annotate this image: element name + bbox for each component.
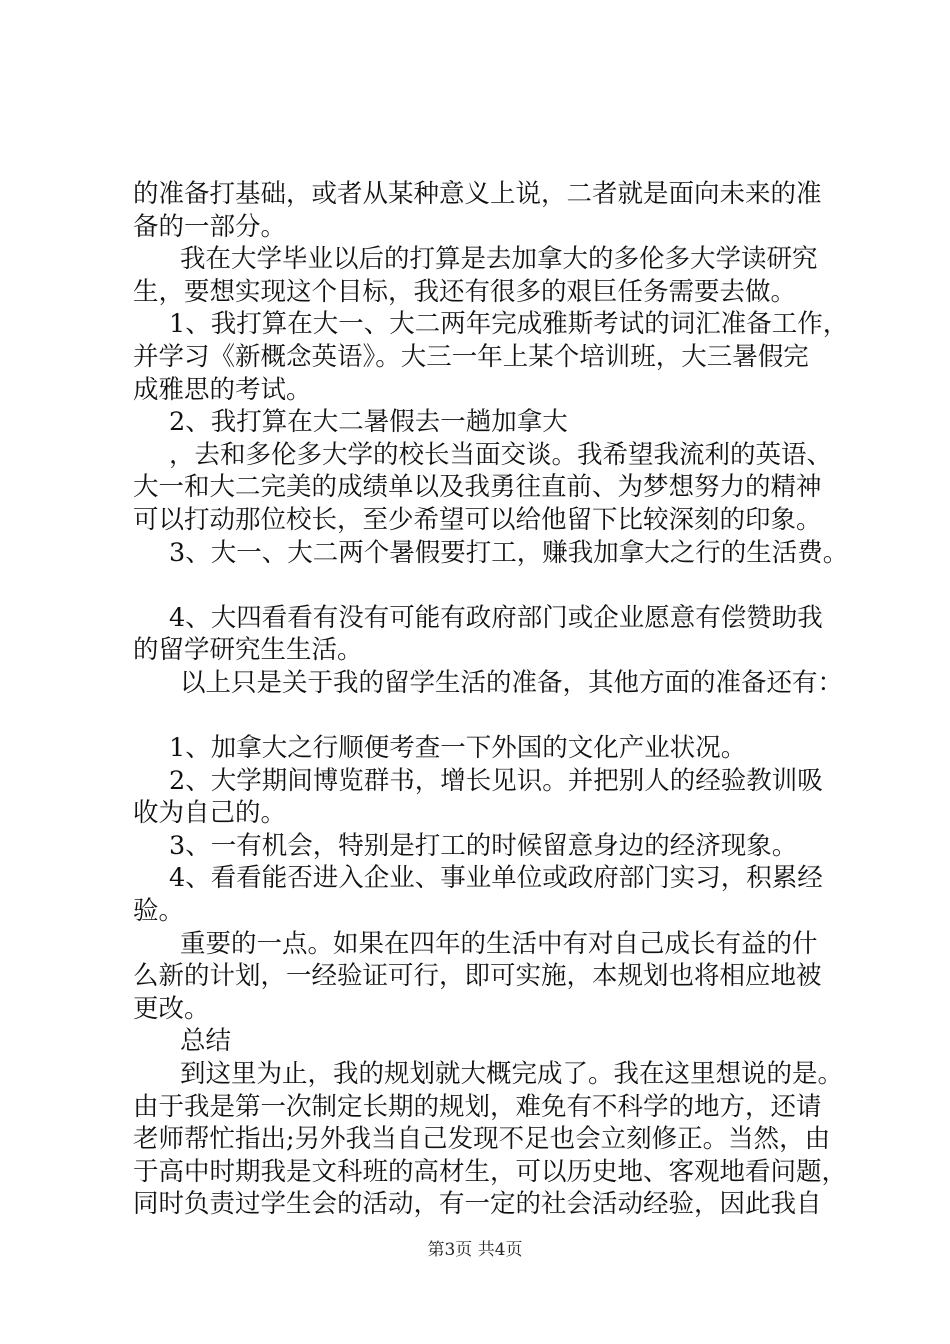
- text-line: 于高中时期我是文科班的高材生，可以历史地、客观地看问题，: [133, 1156, 848, 1187]
- blank-line: [133, 569, 858, 602]
- text-line: 更改。: [133, 993, 210, 1024]
- text-line: 1、我打算在大一、大二两年完成雅斯考试的词汇准备工作，: [169, 309, 849, 340]
- text-line: 生，要想实现这个目标，我还有很多的艰巨任务需要去做。: [133, 276, 797, 307]
- text-line: 3、大一、大二两个暑假要打工，赚我加拿大之行的生活费。: [169, 537, 849, 568]
- text-line: 么新的计划，一经验证可行，即可实施，本规划也将相应地被: [133, 961, 822, 992]
- text-line: 总结: [180, 1026, 232, 1057]
- text-line: 备的一部分。: [133, 211, 287, 242]
- text-line: 3、一有机会，特别是打工的时候留意身边的经济现象。: [169, 830, 798, 861]
- text-line: 2、我打算在大二暑假去一趟加拿大: [169, 407, 568, 438]
- text-line: 重要的一点。如果在四年的生活中有对自己成长有益的什: [180, 928, 818, 959]
- text-line: 的留学研究生生活。: [133, 635, 363, 666]
- text-line: 大一和大二完美的成绩单以及我勇往直前、为梦想努力的精神: [133, 472, 822, 503]
- text-line: 到这里为止，我的规划就大概完成了。我在这里想说的是。: [180, 1059, 844, 1090]
- text-line: 同时负责过学生会的活动，有一定的社会活动经验，因此我自: [133, 1189, 822, 1220]
- text-line: 我在大学毕业以后的打算是去加拿大的多伦多大学读研究: [180, 244, 818, 275]
- text-line: 并学习《新概念英语》。大三一年上某个培训班，大三暑假完: [133, 341, 809, 372]
- text-line: 2、大学期间博览群书，增长见识。并把别人的经验教训吸: [169, 765, 823, 796]
- text-line: 由于我是第一次制定长期的规划，难免有不科学的地方，还请: [133, 1091, 822, 1122]
- text-line: 4、大四看看有没有可能有政府部门或企业愿意有偿赞助我: [169, 602, 823, 633]
- text-line: 成雅思的考试。: [133, 374, 312, 405]
- body-text: [133, 178, 858, 1221]
- text-line: 可以打动那位校长，至少希望可以给他留下比较深刻的印象。: [133, 504, 822, 535]
- text-line: 验。: [133, 896, 185, 927]
- text-line: 以上只是关于我的留学生活的准备，其他方面的准备还有：: [180, 667, 844, 698]
- page-footer: 第3页 共4页: [427, 1240, 523, 1260]
- blank-line: [133, 700, 858, 733]
- text-line: 1、加拿大之行顺便考查一下外国的文化产业状况。: [169, 733, 747, 764]
- text-line: ，去和多伦多大学的校长当面交谈。我希望我流利的英语、: [169, 439, 833, 470]
- text-line: 4、看看能否进入企业、事业单位或政府部门实习，积累经: [169, 863, 823, 894]
- text-line: 的准备打基础，或者从某种意义上说，二者就是面向未来的准: [133, 179, 822, 209]
- text-line: 老师帮忙指出;另外我当自己发现不足也会立刻修正。当然，由: [133, 1124, 831, 1155]
- text-line: 收为自己的。: [133, 798, 287, 829]
